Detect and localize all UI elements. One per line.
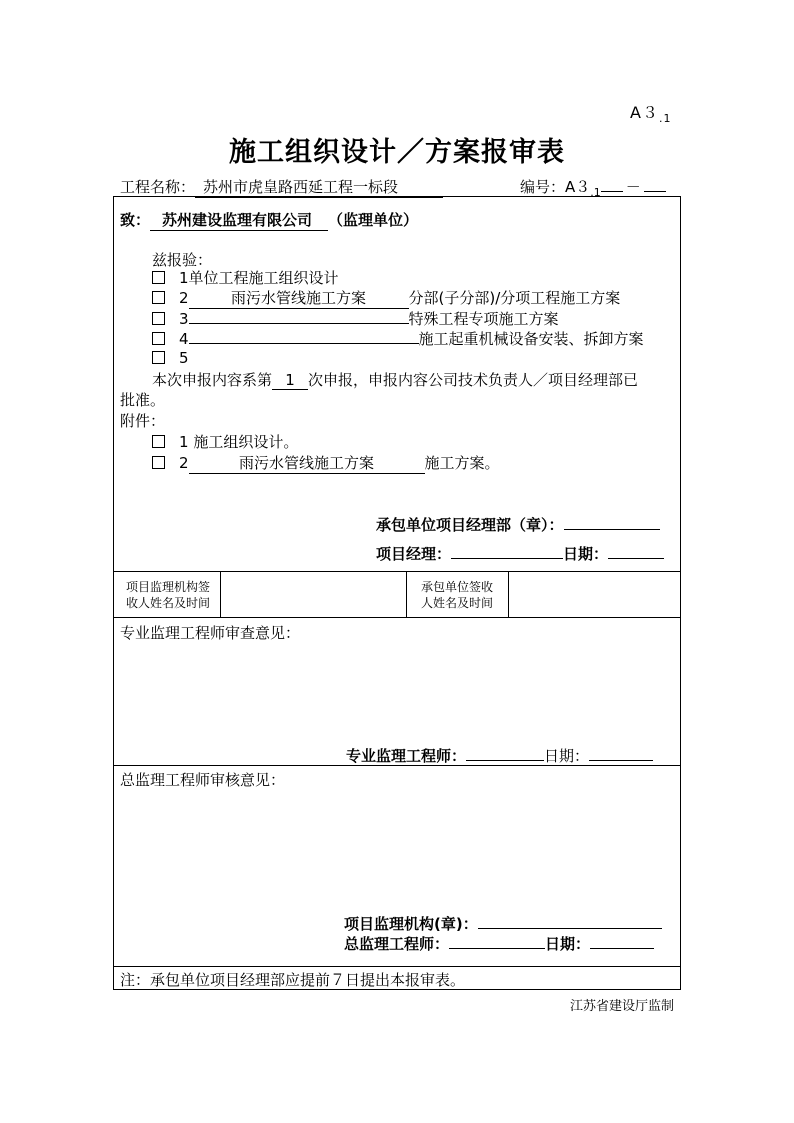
item-4: 4 施工起重机械设备安装、拆卸方案 <box>152 328 644 349</box>
supervisor-receipt-label: 项目监理机构签 收人姓名及时间 <box>125 580 210 610</box>
contractor-receipt-label: 承包单位签收 人姓名及时间 <box>420 580 493 610</box>
form-code: $A3_{.1}$ <box>630 103 672 126</box>
attachment-1: 1 施工组织设计。 <box>152 431 298 452</box>
contractor-seal: 承包单位项目经理部（章）： <box>376 514 660 535</box>
review1-label: 专业监理工程师审查意见： <box>120 624 301 642</box>
project-name-row: 工程名称： 苏州市虎皇路西延工程一标段 <box>120 176 443 198</box>
item-2: 2 雨污水管线施工方案 分部(子分部)/分项工程施工方案 <box>152 287 620 309</box>
review2-sign: 总监理工程师： 日期： <box>344 933 654 954</box>
checkbox[interactable] <box>152 351 165 364</box>
number-row: 编号：$A3_{.1}$ － <box>520 176 666 199</box>
review2-seal: 项目监理机构(章)： <box>344 913 662 934</box>
submit-line-2: 批准。 <box>120 391 166 409</box>
checkbox[interactable] <box>152 456 165 469</box>
footer-issuer: 江苏省建设厅监制 <box>569 999 674 1014</box>
checkbox[interactable] <box>152 332 165 345</box>
review1-sign: 专业监理工程师： 日期： <box>346 745 653 766</box>
addressee: 致： 苏州建设监理有限公司 （监理单位） <box>120 211 419 229</box>
note: 注：承包单位项目经理部应提前７日提出本报审表。 <box>120 971 466 989</box>
pm-sign: 项目经理： 日期： <box>376 543 664 564</box>
submit-line: 本次申报内容系第 1 次申报，申报内容公司技术负责人／项目经理部已 <box>152 371 639 389</box>
attachments-label: 附件： <box>120 412 166 430</box>
checkbox[interactable] <box>152 435 165 448</box>
checkbox[interactable] <box>152 312 165 325</box>
page-title: 施工组织设计／方案报审表 <box>229 137 565 168</box>
checkbox[interactable] <box>152 271 165 284</box>
checkbox[interactable] <box>152 291 165 304</box>
review2-label: 总监理工程师审核意见： <box>120 771 286 789</box>
intro-text: 兹报验： <box>152 251 213 269</box>
attachment-2: 2 雨污水管线施工方案 施工方案。 <box>152 452 500 474</box>
project-name: 苏州市虎皇路西延工程一标段 <box>195 176 443 198</box>
item-1: 1单位工程施工组织设计 <box>152 267 339 288</box>
item-5: 5 <box>152 349 189 367</box>
item-3: 3 特殊工程专项施工方案 <box>152 308 559 329</box>
form-table <box>113 196 681 990</box>
